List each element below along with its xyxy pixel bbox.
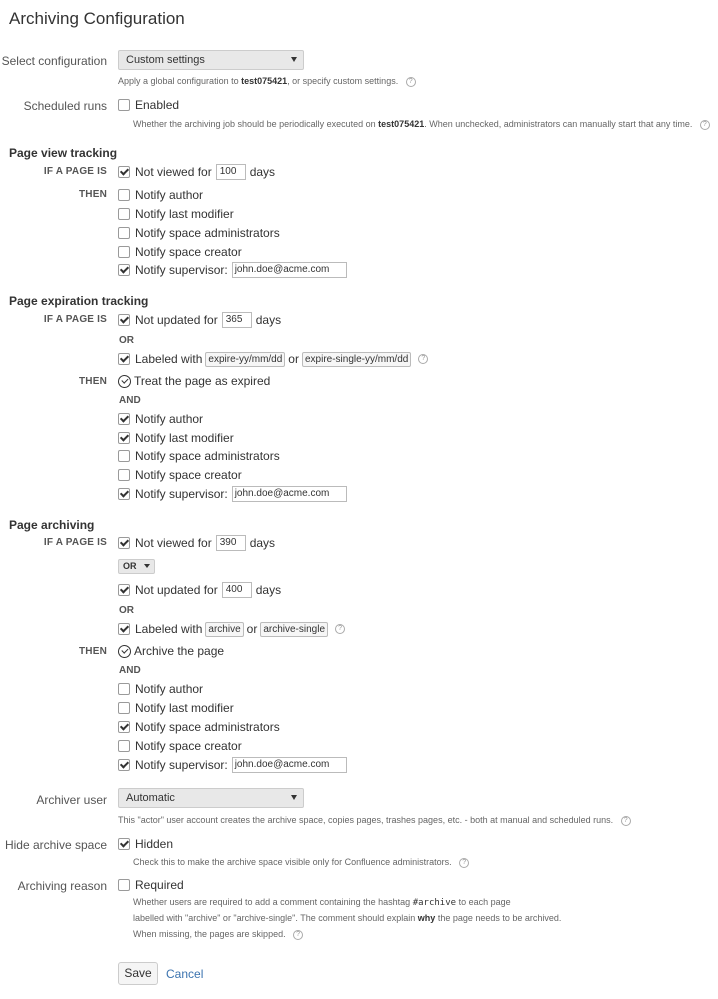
archive-updated-days-input[interactable]: 400: [222, 582, 252, 598]
notify-author-label: Notify author: [135, 188, 204, 202]
hide-space-description: [133, 857, 469, 868]
scheduled-description: [133, 119, 710, 130]
arch-not-viewed-row: [118, 535, 275, 551]
hidden-checkbox[interactable]: [118, 838, 130, 850]
reason-emphasis: why: [417, 913, 436, 923]
notify-last-modifier-label: Notify last modifier: [135, 701, 234, 715]
space-key: test075421: [241, 76, 288, 86]
notify-last-modifier-row: [118, 700, 234, 716]
scheduled-enabled-label: Enabled: [135, 98, 180, 112]
cancel-link[interactable]: Cancel: [166, 967, 204, 981]
hashtag-code: #archive: [412, 898, 457, 908]
archiver-user-description: [118, 815, 631, 826]
notify-space-admins-row: [118, 225, 280, 241]
scheduled-enabled-checkbox[interactable]: [118, 99, 130, 111]
configuration-description: [118, 76, 416, 87]
notify-space-creator-label: Notify space creator: [135, 468, 242, 482]
exp-not-updated-row: [118, 312, 281, 328]
notify-space-admins-label: Notify space administrators: [135, 449, 280, 463]
notify-space-creator-row: [118, 244, 242, 260]
notify-space-creator-checkbox[interactable]: [118, 469, 130, 481]
space-key: test075421: [378, 119, 425, 129]
treat-expired-label: Treat the page as expired: [134, 374, 271, 388]
scheduled-runs-row: [118, 97, 179, 113]
not-updated-checkbox[interactable]: [118, 584, 130, 596]
label-tag[interactable]: expire-single-yy/mm/dd: [302, 352, 411, 367]
page-title: Archiving Configuration: [9, 9, 185, 28]
notify-author-checkbox[interactable]: [118, 413, 130, 425]
view-not-viewed-row: [118, 164, 275, 180]
notify-space-creator-checkbox[interactable]: [118, 246, 130, 258]
help-icon[interactable]: ?: [406, 77, 416, 87]
archiver-user-value: Automatic: [126, 792, 175, 804]
archiving-reason-label: Archiving reason: [17, 879, 107, 893]
notify-supervisor-checkbox[interactable]: [118, 264, 130, 276]
scheduled-runs-label: Scheduled runs: [23, 99, 107, 113]
treat-expired-row: [118, 373, 270, 389]
notify-author-checkbox[interactable]: [118, 683, 130, 695]
notify-space-admins-row: [118, 448, 280, 464]
required-checkbox[interactable]: [118, 879, 130, 891]
label-tag[interactable]: archive: [205, 622, 243, 637]
help-icon[interactable]: ?: [418, 354, 428, 364]
save-button[interactable]: Save: [118, 962, 158, 985]
labeled-with-label: Labeled with: [135, 622, 203, 636]
check-circle-icon: [118, 645, 131, 658]
notify-author-row: [118, 411, 203, 427]
notify-supervisor-row: [118, 486, 347, 502]
if-page-is-label: IF A PAGE IS: [43, 537, 107, 548]
chevron-down-icon: [291, 795, 297, 800]
hide-space-desc-text: Check this to make the archive space visible only for Confluence administrators.: [133, 857, 452, 867]
then-label: THEN: [78, 189, 107, 200]
notify-space-creator-label: Notify space creator: [135, 245, 242, 259]
notify-last-modifier-label: Notify last modifier: [135, 207, 234, 221]
not-viewed-label: Not viewed for: [135, 536, 212, 550]
or-label: OR: [119, 335, 134, 346]
configuration-select[interactable]: [118, 50, 304, 70]
notify-last-modifier-row: [118, 430, 234, 446]
notify-last-modifier-checkbox[interactable]: [118, 702, 130, 714]
expiration-days-input[interactable]: 365: [222, 312, 252, 328]
help-icon[interactable]: ?: [335, 624, 345, 634]
hide-space-row: [118, 836, 173, 852]
operator-value: OR: [123, 561, 137, 571]
reason-description-line3: [133, 929, 303, 940]
supervisor-email-input[interactable]: john.doe@acme.com: [232, 486, 347, 502]
expiration-heading: Page expiration tracking: [9, 294, 149, 308]
archive-viewed-days-input[interactable]: 390: [216, 535, 246, 551]
notify-supervisor-checkbox[interactable]: [118, 488, 130, 500]
notify-space-creator-label: Notify space creator: [135, 739, 242, 753]
supervisor-email-input[interactable]: john.doe@acme.com: [232, 262, 347, 278]
reason-line3-text: When missing, the pages are skipped.: [133, 929, 286, 939]
configuration-select-value: Custom settings: [126, 54, 205, 66]
not-updated-checkbox[interactable]: [118, 314, 130, 326]
notify-space-creator-checkbox[interactable]: [118, 740, 130, 752]
notify-last-modifier-row: [118, 206, 234, 222]
notify-supervisor-label: Notify supervisor:: [135, 487, 228, 501]
select-configuration-label: Select configuration: [1, 54, 107, 68]
notify-space-creator-row: [118, 738, 242, 754]
help-icon[interactable]: ?: [293, 930, 303, 940]
hide-archive-space-label: Hide archive space: [4, 838, 107, 852]
labeled-with-label: Labeled with: [135, 352, 203, 366]
help-icon[interactable]: ?: [459, 858, 469, 868]
notify-supervisor-label: Notify supervisor:: [135, 263, 228, 277]
chevron-down-icon: [291, 57, 297, 62]
exp-labeled-row: [118, 351, 428, 367]
config-desc-suffix: , or specify custom settings.: [287, 76, 399, 86]
days-label: days: [255, 583, 282, 597]
arch-not-updated-row: [118, 582, 281, 598]
not-viewed-label: Not viewed for: [135, 165, 212, 179]
notify-last-modifier-checkbox[interactable]: [118, 432, 130, 444]
and-label: AND: [119, 665, 141, 676]
notify-supervisor-label: Notify supervisor:: [135, 758, 228, 772]
then-label: THEN: [78, 376, 107, 387]
scheduled-desc-prefix: Whether the archiving job should be periodically executed on: [133, 119, 376, 129]
reason-line1-suffix: to each page: [458, 897, 511, 907]
notify-space-creator-row: [118, 467, 242, 483]
or-word: or: [246, 622, 258, 636]
help-icon[interactable]: ?: [700, 120, 710, 130]
archiver-user-label: Archiver user: [36, 793, 107, 807]
not-updated-label: Not updated for: [135, 583, 218, 597]
days-label: days: [255, 313, 282, 327]
notify-supervisor-row: [118, 262, 347, 278]
notify-space-admins-checkbox[interactable]: [118, 227, 130, 239]
reason-row: [118, 877, 184, 893]
notify-supervisor-row: [118, 757, 347, 773]
notify-author-label: Notify author: [135, 412, 204, 426]
if-page-is-label: IF A PAGE IS: [43, 314, 107, 325]
or-word: or: [288, 352, 299, 366]
notify-space-admins-row: [118, 719, 280, 735]
archiver-user-select[interactable]: [118, 788, 304, 808]
labeled-with-checkbox[interactable]: [118, 623, 130, 635]
config-desc-prefix: Apply a global configuration to: [118, 76, 239, 86]
notify-author-row: [118, 187, 203, 203]
notify-supervisor-checkbox[interactable]: [118, 759, 130, 771]
reason-description-line2: [133, 913, 561, 923]
not-updated-label: Not updated for: [135, 313, 218, 327]
view-days-input[interactable]: 100: [216, 164, 246, 180]
arch-labeled-row: [118, 621, 345, 637]
notify-space-admins-label: Notify space administrators: [135, 226, 280, 240]
notify-last-modifier-label: Notify last modifier: [135, 431, 234, 445]
not-viewed-checkbox[interactable]: [118, 166, 130, 178]
archive-page-label: Archive the page: [134, 644, 225, 658]
scheduled-desc-suffix: . When unchecked, administrators can manually start that any time.: [424, 119, 693, 129]
help-icon[interactable]: ?: [621, 816, 631, 826]
notify-last-modifier-checkbox[interactable]: [118, 208, 130, 220]
supervisor-email-input[interactable]: john.doe@acme.com: [232, 757, 347, 773]
archiving-heading: Page archiving: [9, 518, 95, 532]
not-viewed-checkbox[interactable]: [118, 537, 130, 549]
required-label: Required: [135, 878, 184, 892]
reason-description-line1: [133, 897, 511, 908]
notify-author-label: Notify author: [135, 682, 204, 696]
check-circle-icon: [118, 375, 131, 388]
label-tag[interactable]: expire-yy/mm/dd: [205, 352, 285, 367]
and-label: AND: [119, 395, 141, 406]
days-label: days: [249, 536, 276, 550]
or-label: OR: [119, 605, 134, 616]
notify-author-checkbox[interactable]: [118, 189, 130, 201]
reason-line2-suffix: the page needs to be archived.: [437, 913, 562, 923]
if-page-is-label: IF A PAGE IS: [43, 166, 107, 177]
reason-line2-prefix: labelled with "archive" or "archive-single". The comment should explain: [133, 913, 416, 923]
view-tracking-heading: Page view tracking: [9, 146, 118, 160]
notify-author-row: [118, 681, 203, 697]
condition-operator-select[interactable]: [118, 559, 155, 574]
notify-space-admins-label: Notify space administrators: [135, 720, 280, 734]
then-label: THEN: [78, 646, 107, 657]
chevron-down-icon: [144, 564, 150, 568]
archive-page-row: [118, 643, 224, 659]
notify-space-admins-checkbox[interactable]: [118, 721, 130, 733]
label-tag[interactable]: archive-single: [260, 622, 328, 637]
notify-space-admins-checkbox[interactable]: [118, 450, 130, 462]
labeled-with-checkbox[interactable]: [118, 353, 130, 365]
reason-line1-prefix: Whether users are required to add a comment containing the hashtag: [133, 897, 411, 907]
hidden-label: Hidden: [135, 837, 174, 851]
days-label: days: [249, 165, 276, 179]
archiver-user-desc-text: This "actor" user account creates the archive space, copies pages, trashes pages, etc. - both at manual and scheduled runs.: [118, 815, 614, 825]
